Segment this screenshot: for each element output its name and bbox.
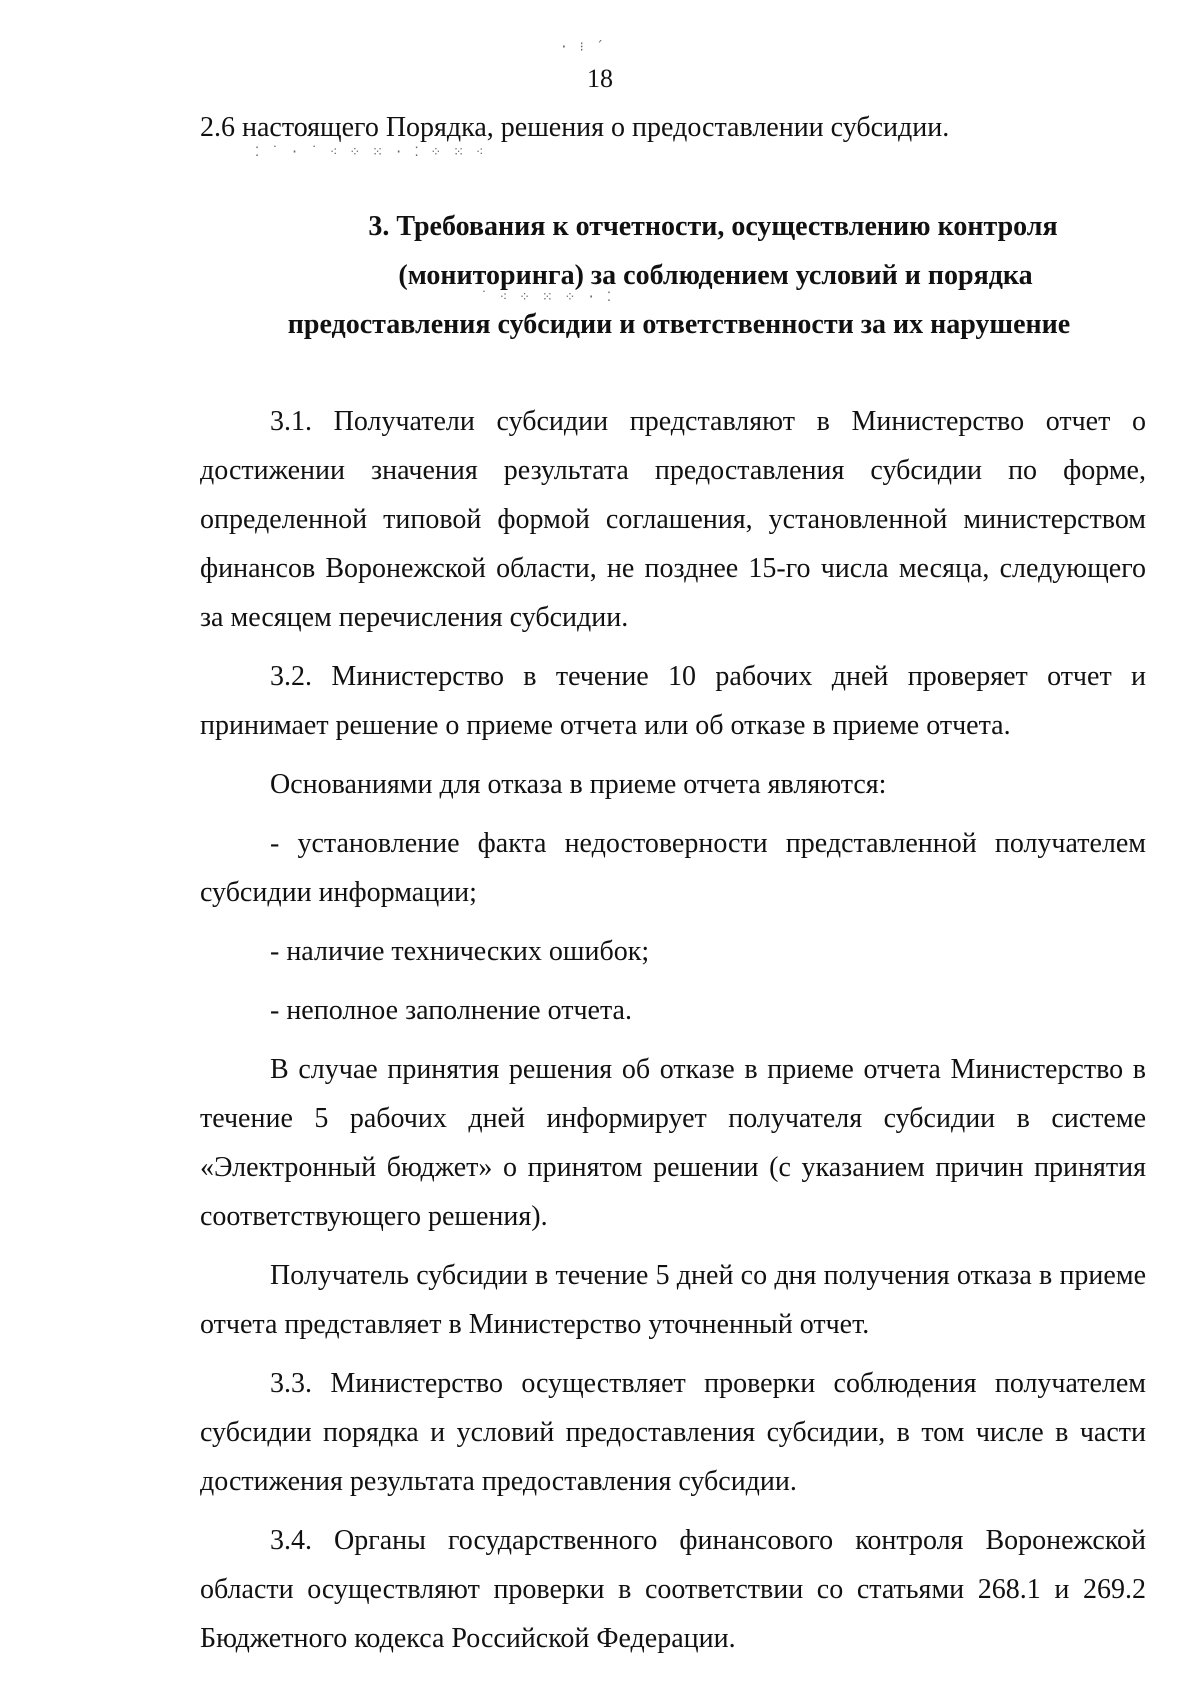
section-body bbox=[200, 397, 1146, 1663]
list-item: - наличие технических ошибок; bbox=[270, 936, 650, 967]
heading-line-2: (мониторинга) за соблюдением условий и порядка bbox=[398, 260, 1033, 291]
scan-noise-row: ⁚ ˙ · ˙ ⁖ ⁘ ⁙ · ⁚ ⁘ ⁙ ⁖ bbox=[255, 145, 486, 160]
paragraph-3-1: 3.1. Получатели субсидии представляют в Министерство отчет о достижении значения результата предоставления субсидии по форме, определенной типовой формой соглашения, установленной министерством финансов Воронежской области, не позднее 15-го числа месяца, следующего за месяцем перечисления субсидии. bbox=[200, 406, 1146, 633]
paragraph-3-3: 3.3. Министерство осуществляет проверки соблюдения получателем субсидии порядка и условий предоставления субсидии, в том числе в части достижения результата предоставления субсидии. bbox=[200, 1368, 1146, 1497]
list-item: - неполное заполнение отчета. bbox=[270, 995, 632, 1026]
paragraph-3-2: 3.2. Министерство в течение 10 рабочих дней проверяет отчет и принимает решение о приеме отчета или об отказе в приеме отчета. bbox=[200, 661, 1146, 741]
paragraph-refusal-notice: В случае принятия решения об отказе в приеме отчета Министерство в течение 5 рабочих дней информирует получателя субсидии в системе «Электронный бюджет» о принятом решении (с указанием причин принятия соответствующего решения). bbox=[200, 1054, 1146, 1232]
paragraph-grounds-intro: Основаниями для отказа в приеме отчета являются: bbox=[270, 769, 887, 800]
heading-line-1: 3. Требования к отчетности, осуществлению контроля bbox=[368, 211, 1058, 242]
paragraph-corrected-report: Получатель субсидии в течение 5 дней со дня получения отказа в приеме отчета представляет в Министерство уточненный отчет. bbox=[200, 1260, 1146, 1340]
section-heading bbox=[200, 202, 1146, 349]
page-number: 18 bbox=[587, 64, 613, 93]
scan-noise-heading: ˙ ⁖ ⁘ ⁙ ⁘ · ⁚ bbox=[480, 290, 614, 305]
paragraph-3-4: 3.4. Органы государственного финансового контроля Воронежской области осуществляют проверки в соответствии со статьями 268.1 и 269.2 Бюджетного кодекса Российской Федерации. bbox=[200, 1525, 1146, 1654]
heading-line-3: предоставления субсидии и ответственности за их нарушение bbox=[287, 309, 1071, 340]
scan-noise-top: · ⁝ ´ bbox=[560, 40, 606, 55]
continuation-line: 2.6 настоящего Порядка, решения о предоставлении субсидии. bbox=[200, 112, 950, 143]
list-item: - установление факта недостоверности представленной получателем субсидии информации; bbox=[200, 828, 1146, 908]
